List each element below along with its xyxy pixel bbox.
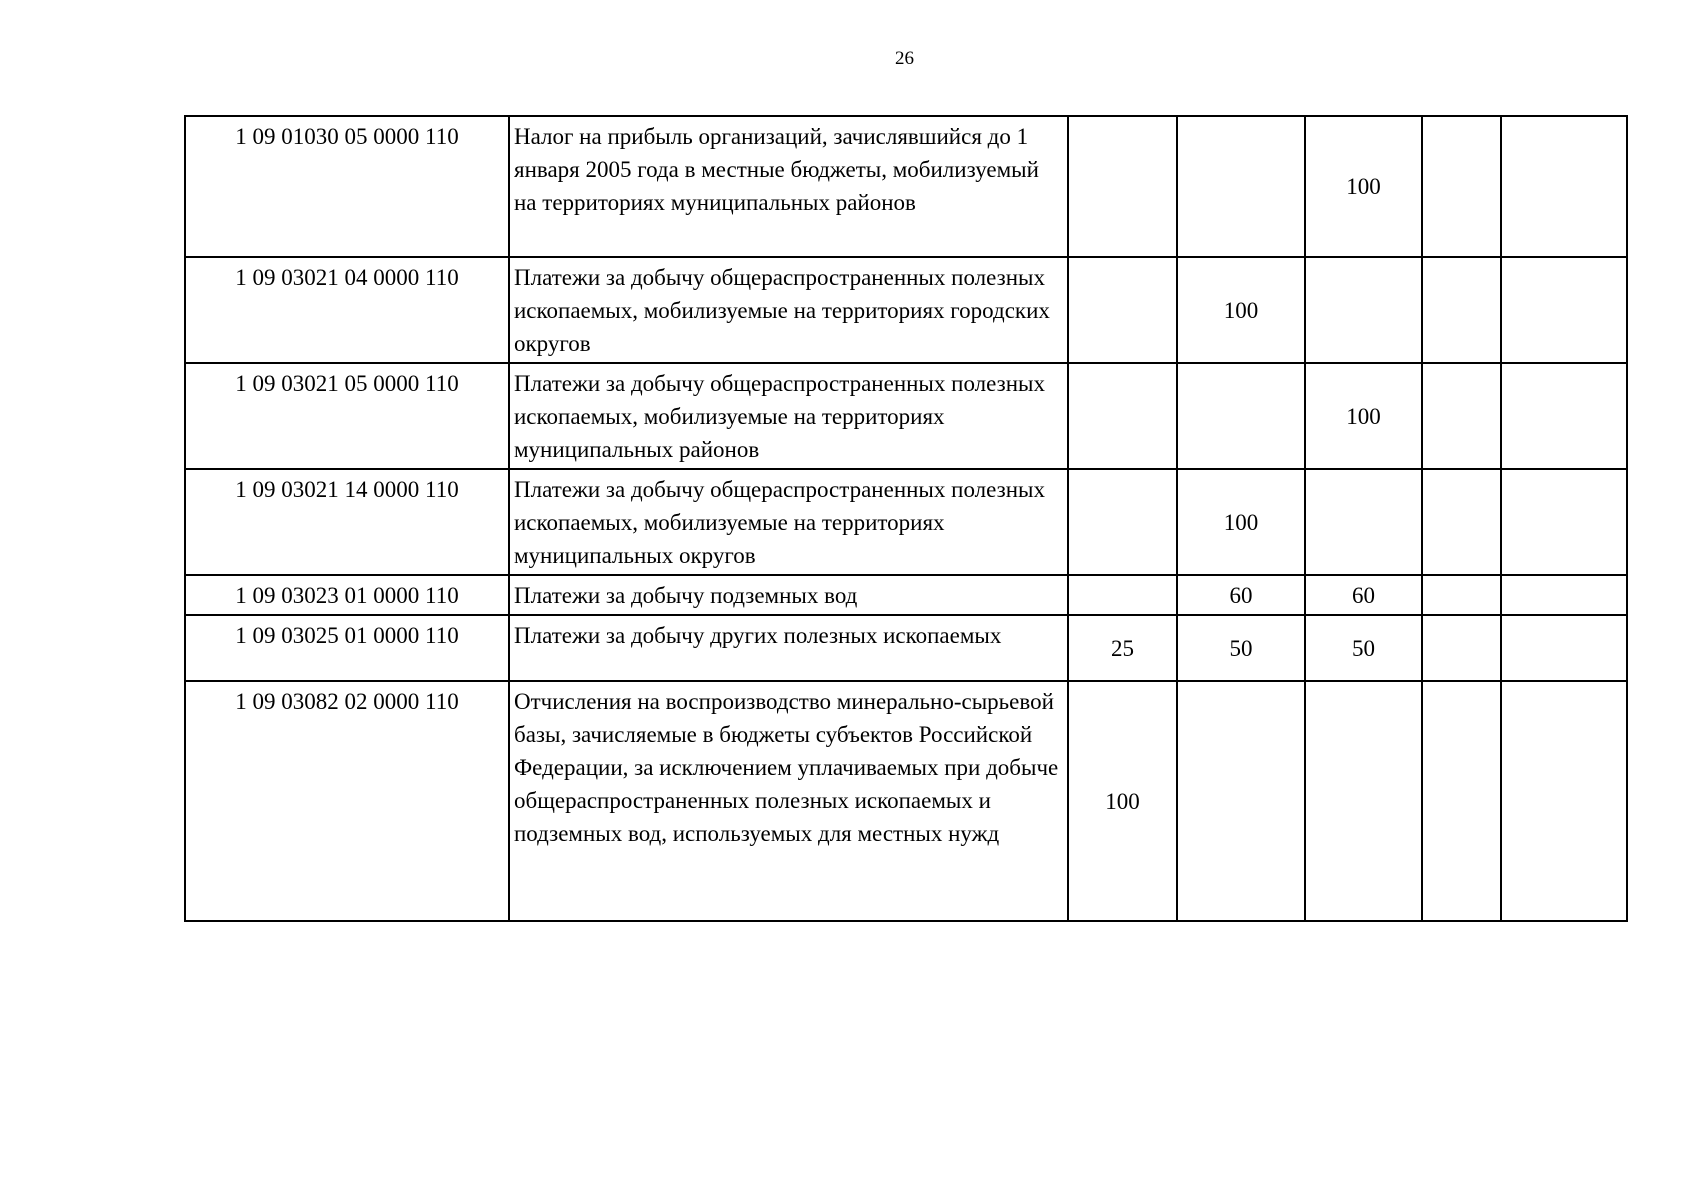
- page-number: 26: [895, 48, 914, 69]
- value-cell-4: [1422, 469, 1501, 575]
- value-cell-1: [1068, 575, 1177, 615]
- value-cell-5: [1501, 363, 1627, 469]
- budget-code-cell: 1 09 03021 14 0000 110: [185, 469, 509, 575]
- budget-revenue-table: [184, 115, 1628, 922]
- value-cell-5: [1501, 116, 1627, 257]
- value-cell-2: 100: [1177, 469, 1305, 575]
- revenue-name-cell: Платежи за добычу подземных вод: [509, 575, 1068, 615]
- value-cell-5: [1501, 681, 1627, 921]
- value-cell-1: [1068, 469, 1177, 575]
- value-cell-4: [1422, 681, 1501, 921]
- value-cell-4: [1422, 257, 1501, 363]
- table-row: [185, 575, 1627, 615]
- revenue-name-cell: Отчисления на воспроизводство минерально-сырьевой базы, зачисляемые в бюджеты субъектов Российской Федерации, за исключением уплачиваемых при добыче общераспространенных полезных ископаемых и подземных вод, используемых для местных нужд: [509, 681, 1068, 921]
- value-cell-4: [1422, 363, 1501, 469]
- budget-code-cell: 1 09 03021 04 0000 110: [185, 257, 509, 363]
- value-cell-2: 50: [1177, 615, 1305, 681]
- value-cell-4: [1422, 116, 1501, 257]
- value-cell-1: 25: [1068, 615, 1177, 681]
- revenue-name-cell: Платежи за добычу общераспространенных полезных ископаемых, мобилизуемые на территориях муниципальных районов: [509, 363, 1068, 469]
- value-cell-1: [1068, 363, 1177, 469]
- table-row: [185, 469, 1627, 575]
- value-cell-2: [1177, 363, 1305, 469]
- revenue-name-cell: Налог на прибыль организаций, зачислявшийся до 1 января 2005 года в местные бюджеты, мобилизуемый на территориях муниципальных районов: [509, 116, 1068, 257]
- value-cell-3: [1305, 257, 1422, 363]
- value-cell-1: [1068, 116, 1177, 257]
- value-cell-3: [1305, 681, 1422, 921]
- value-cell-1: 100: [1068, 681, 1177, 921]
- value-cell-3: [1305, 469, 1422, 575]
- value-cell-2: 100: [1177, 257, 1305, 363]
- value-cell-4: [1422, 575, 1501, 615]
- value-cell-3: 100: [1305, 363, 1422, 469]
- value-cell-1: [1068, 257, 1177, 363]
- budget-code-cell: 1 09 01030 05 0000 110: [185, 116, 509, 257]
- revenue-name-cell: Платежи за добычу общераспространенных полезных ископаемых, мобилизуемые на территориях муниципальных округов: [509, 469, 1068, 575]
- value-cell-4: [1422, 615, 1501, 681]
- budget-code-cell: 1 09 03023 01 0000 110: [185, 575, 509, 615]
- value-cell-3: 100: [1305, 116, 1422, 257]
- table-row: [185, 681, 1627, 921]
- value-cell-3: 50: [1305, 615, 1422, 681]
- table-row: [185, 363, 1627, 469]
- revenue-name-cell: Платежи за добычу общераспространенных полезных ископаемых, мобилизуемые на территориях городских округов: [509, 257, 1068, 363]
- value-cell-5: [1501, 575, 1627, 615]
- value-cell-2: [1177, 116, 1305, 257]
- budget-code-cell: 1 09 03082 02 0000 110: [185, 681, 509, 921]
- budget-code-cell: 1 09 03021 05 0000 110: [185, 363, 509, 469]
- value-cell-5: [1501, 469, 1627, 575]
- table-row: [185, 615, 1627, 681]
- value-cell-2: 60: [1177, 575, 1305, 615]
- budget-code-cell: 1 09 03025 01 0000 110: [185, 615, 509, 681]
- value-cell-2: [1177, 681, 1305, 921]
- value-cell-3: 60: [1305, 575, 1422, 615]
- revenue-name-cell: Платежи за добычу других полезных ископаемых: [509, 615, 1068, 681]
- value-cell-5: [1501, 257, 1627, 363]
- table-row: [185, 257, 1627, 363]
- value-cell-5: [1501, 615, 1627, 681]
- table-row: [185, 116, 1627, 257]
